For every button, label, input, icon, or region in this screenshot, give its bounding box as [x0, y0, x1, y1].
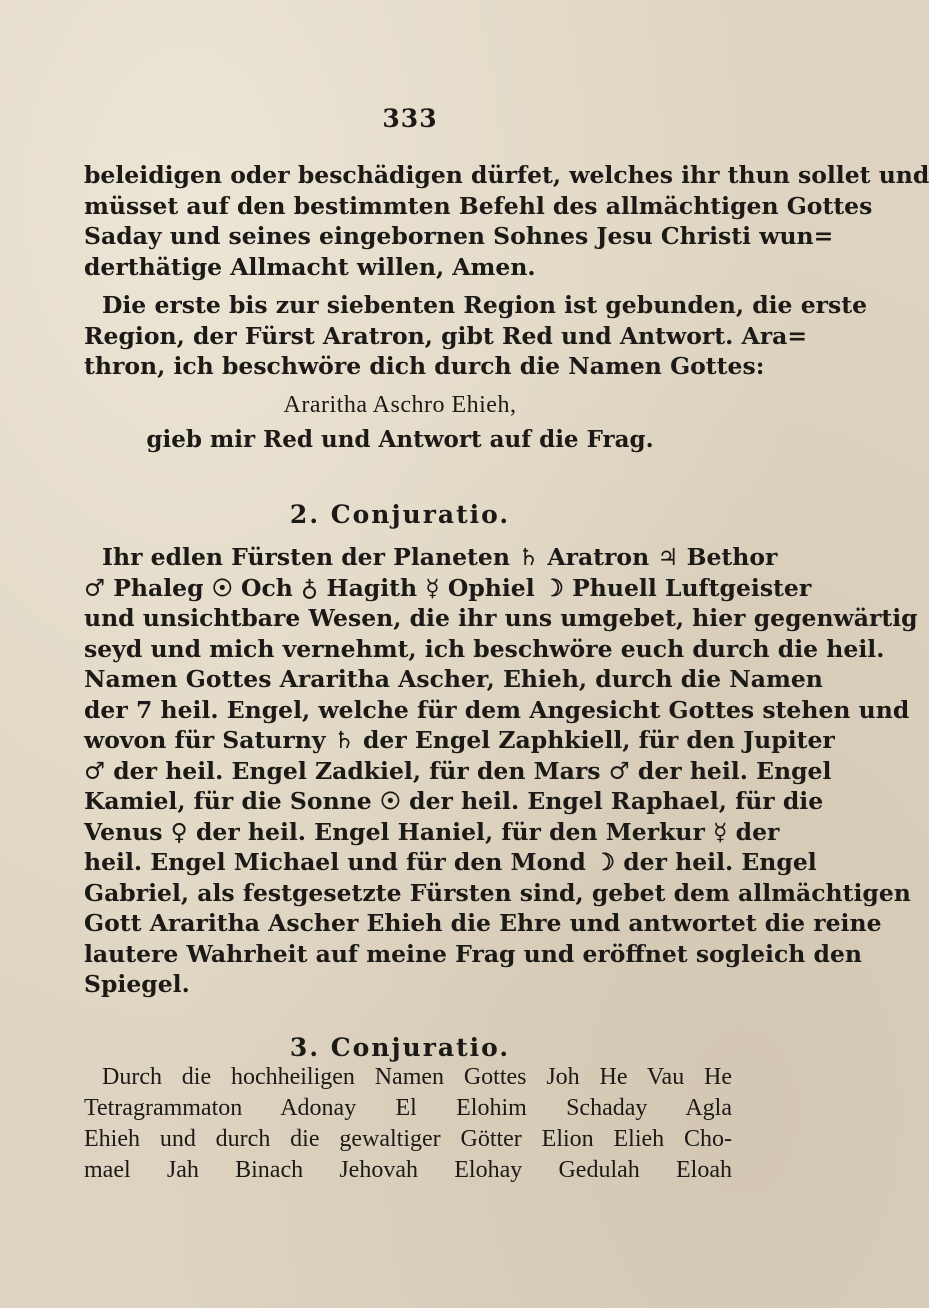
- paragraph-4: [84, 1062, 732, 1186]
- divine-names-line: Araritha Aschro Ehieh,: [283, 392, 517, 418]
- section-heading-3: 3. Conjuratio.: [289, 1033, 511, 1062]
- section-heading-2: 2. Conjuratio.: [289, 500, 511, 529]
- text-line: Gabriel, als festgesetzte Fürsten sind, gebet dem allmächtigen: [84, 878, 911, 907]
- text-line: ♂ der heil. Engel Zadkiel, für den Mars ♂ der heil. Engel: [84, 756, 832, 785]
- text-line: Namen Gottes Araritha Ascher, Ehieh, durch die Namen: [84, 665, 823, 693]
- text-line: Venus ♀ der heil. Engel Haniel, für den Merkur ☿ der: [84, 817, 780, 846]
- text-line: Spiegel.: [84, 970, 190, 998]
- text-line: Die erste bis zur siebenten Region ist gebunden, die erste: [102, 291, 868, 319]
- text-line: thron, ich beschwöre dich durch die Namen Gottes:: [84, 352, 765, 380]
- paragraph-3: [84, 542, 918, 1000]
- text-line: wovon für Saturny ♄ der Engel Zaphkiell, für den Jupiter: [84, 726, 835, 754]
- paragraph-1: [84, 160, 929, 282]
- text-line: seyd und mich vernehmt, ich beschwöre euch durch die heil.: [84, 634, 885, 663]
- text-line: müsset auf den bestimmten Befehl des allmächtigen Gottes: [84, 191, 873, 220]
- text-line: derthätige Allmacht willen, Amen.: [84, 252, 536, 281]
- paragraph-2: [84, 290, 868, 382]
- text-line: lautere Wahrheit auf meine Frag und eröffnet sogleich den: [84, 939, 863, 968]
- text-line: Saday und seines eingebornen Sohnes Jesu Christi wun=: [84, 222, 834, 250]
- request-line: gieb mir Red und Antwort auf die Frag.: [146, 426, 654, 453]
- text-line: heil. Engel Michael und für den Mond ☽ der heil. Engel: [84, 848, 817, 876]
- page-number: 333: [382, 104, 438, 133]
- text-line: ♂ Phaleg ☉ Och ♁ Hagith ☿ Ophiel ☽ Phuell Luftgeister: [84, 573, 812, 602]
- text-line: und unsichtbare Wesen, die ihr uns umgebet, hier gegenwärtig: [84, 604, 918, 632]
- text-line: Gott Araritha Ascher Ehieh die Ehre und antwortet die reine: [84, 909, 882, 937]
- text-line: Region, der Fürst Aratron, gibt Red und Antwort. Ara=: [84, 321, 808, 350]
- text-line: mael Jah Binach Jehovah Elohay Gedulah Eloah: [84, 1157, 732, 1183]
- text-line: beleidigen oder beschädigen dürfet, welches ihr thun sollet und: [84, 161, 929, 189]
- text-line: Tetragrammaton Adonay El Elohim Schaday Agla: [84, 1095, 732, 1121]
- text-line: Durch die hochheiligen Namen Gottes Joh He Vau He: [102, 1064, 732, 1090]
- text-line: Ihr edlen Fürsten der Planeten ♄ Aratron ♃ Bethor: [102, 543, 778, 571]
- text-line: der 7 heil. Engel, welche für dem Angesicht Gottes stehen und: [84, 695, 910, 724]
- text-line: Ehieh und durch die gewaltiger Götter Elion Elieh Cho-: [84, 1126, 732, 1152]
- text-line: Kamiel, für die Sonne ☉ der heil. Engel Raphael, für die: [84, 787, 824, 815]
